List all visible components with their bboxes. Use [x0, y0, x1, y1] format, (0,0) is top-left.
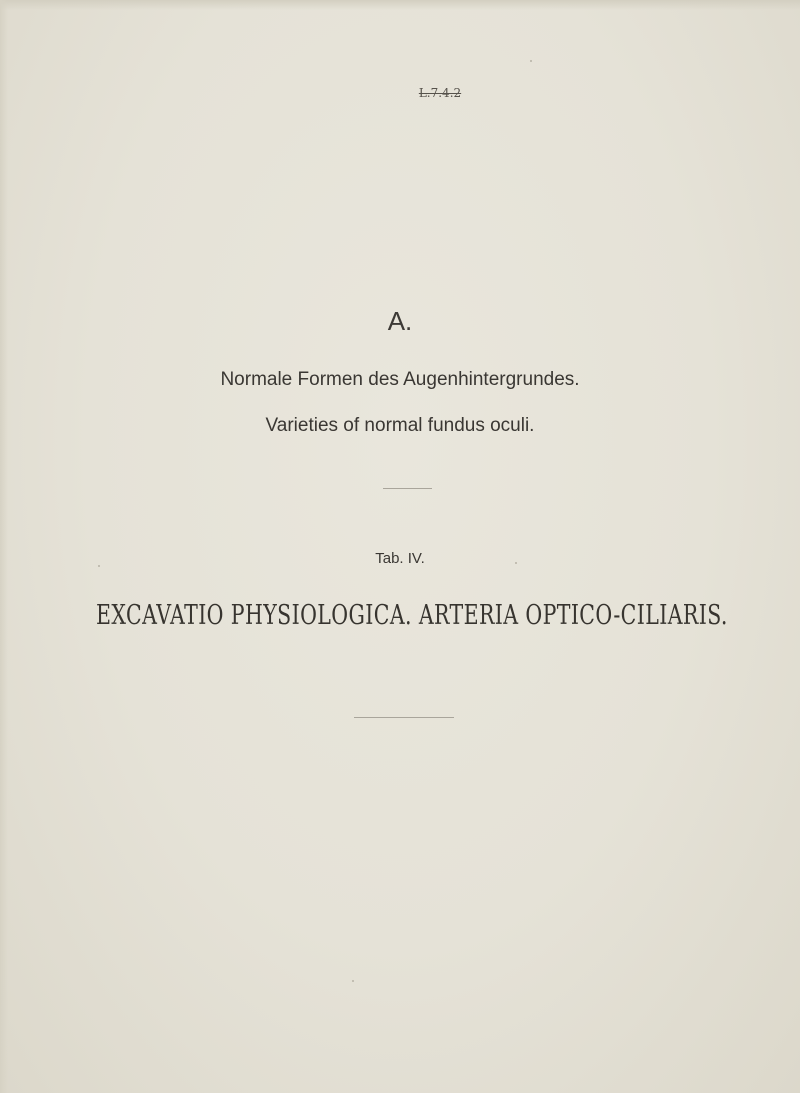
plate-title: EXCAVATIO PHYSIOLOGICA. ARTERIA OPTICO-CILIARIS.: [96, 600, 728, 631]
paper-speck: [98, 565, 100, 567]
plate-number: Tab. IV.: [375, 550, 425, 567]
paper-speck: [530, 60, 532, 62]
section-letter: A.: [387, 306, 413, 336]
section-title-english: Varieties of normal fundus oculi.: [265, 415, 535, 436]
section-title-german: Normale Formen des Augenhintergrundes.: [220, 369, 580, 390]
divider-rule-bottom: [354, 717, 454, 718]
paper-speck: [352, 980, 354, 982]
divider-rule-top: [383, 488, 432, 489]
page-left-edge: [0, 0, 8, 1093]
shelfmark: L.7.4.2: [418, 86, 462, 100]
page-top-edge: [0, 0, 800, 10]
paper-speck: [515, 562, 517, 564]
